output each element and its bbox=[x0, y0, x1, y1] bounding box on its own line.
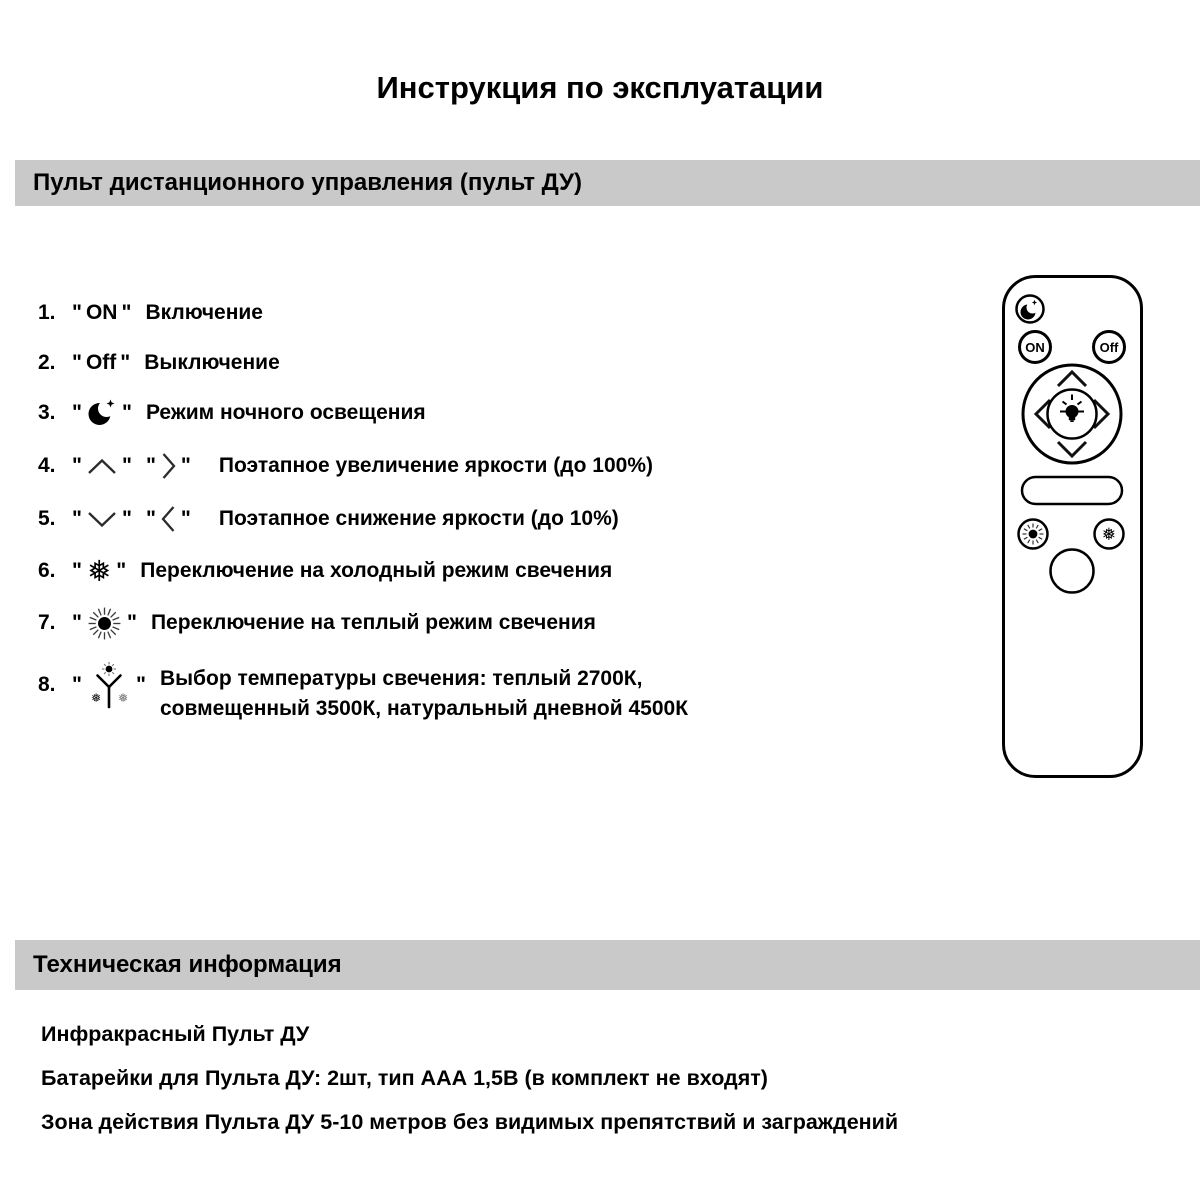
quote-mark: " bbox=[121, 454, 132, 477]
sun-icon bbox=[86, 605, 123, 642]
page-title: Инструкция по эксплуатации bbox=[376, 70, 824, 105]
list-item-cold-mode bbox=[38, 554, 612, 588]
item-number: 4. bbox=[38, 454, 56, 477]
night-mode-button bbox=[1017, 296, 1044, 323]
quote-mark: " bbox=[72, 611, 82, 634]
item-text-line1: Выбор температуры свечения: теплый 2700К, bbox=[159, 667, 643, 690]
warm-mode-button bbox=[1019, 520, 1048, 549]
chevron-up-icon bbox=[86, 457, 118, 476]
item-number: 7. bbox=[38, 611, 56, 634]
snowflake-icon: ❅ bbox=[86, 553, 112, 588]
section-heading-tech bbox=[15, 940, 1200, 990]
quote-mark: " bbox=[72, 401, 82, 424]
quote-mark: " bbox=[72, 673, 82, 696]
item-text-line2: совмещенный 3500К, натуральный дневной 4500К bbox=[159, 697, 689, 720]
quote-mark: " bbox=[135, 673, 146, 696]
quote-mark: " bbox=[126, 611, 137, 634]
list-item-temperature-select bbox=[38, 661, 920, 720]
tech-info-line: Батарейки для Пульта ДУ: 2шт, тип ААА 1,5В (в комплект не входят) bbox=[41, 1066, 768, 1090]
quote-mark: " bbox=[72, 351, 82, 374]
quote-mark: " bbox=[145, 454, 156, 477]
item-number: 5. bbox=[38, 507, 56, 530]
pill-button bbox=[1022, 477, 1122, 504]
quote-mark: " bbox=[120, 351, 131, 374]
moon-star-icon bbox=[86, 398, 118, 428]
mini-sun-icon bbox=[106, 666, 113, 673]
list-item-brightness-down bbox=[38, 502, 619, 536]
quote-mark: " bbox=[116, 559, 127, 582]
item-number: 8. bbox=[38, 673, 56, 696]
item-text bbox=[160, 664, 920, 724]
quote-mark: " bbox=[72, 559, 82, 582]
item-number: 2. bbox=[38, 351, 56, 374]
list-item-off bbox=[38, 346, 280, 380]
brightness-nav-pad bbox=[1023, 365, 1121, 463]
quote-mark: " bbox=[72, 507, 82, 530]
chevron-left-icon bbox=[160, 504, 177, 534]
chevron-right-icon bbox=[160, 451, 177, 481]
on-label: ON bbox=[85, 301, 118, 324]
item-number: 6. bbox=[38, 559, 56, 582]
chevron-down-icon bbox=[86, 510, 118, 529]
item-text: Поэтапное снижение яркости (до 10%) bbox=[218, 507, 619, 530]
quote-mark: " bbox=[121, 301, 132, 324]
quote-mark: " bbox=[72, 454, 82, 477]
on-button-label: ON bbox=[1025, 340, 1045, 355]
off-button bbox=[1094, 332, 1125, 363]
item-text: Переключение на теплый режим свечения bbox=[150, 611, 596, 634]
on-button bbox=[1020, 332, 1051, 363]
list-item-on bbox=[38, 296, 263, 330]
mini-snowflake-icon: ❅ bbox=[90, 691, 101, 705]
item-number: 3. bbox=[38, 401, 56, 424]
tech-info-line: Зона действия Пульта ДУ 5-10 метров без видимых препятствий и заграждений bbox=[41, 1110, 899, 1134]
snowflake-icon: ❅ bbox=[1101, 525, 1117, 545]
cold-mode-button bbox=[1095, 520, 1124, 549]
quote-mark: " bbox=[180, 507, 191, 530]
tech-info-line: Инфракрасный Пульт ДУ bbox=[41, 1022, 310, 1046]
temperature-select-icon bbox=[86, 661, 132, 709]
item-text: Режим ночного освещения bbox=[145, 401, 426, 424]
off-label: Off bbox=[85, 351, 117, 374]
quote-mark: " bbox=[180, 454, 191, 477]
quote-mark: " bbox=[121, 507, 132, 530]
mini-snowflake-icon: ❅ bbox=[117, 691, 128, 705]
item-text: Поэтапное увеличение яркости (до 100%) bbox=[218, 454, 653, 477]
quote-mark: " bbox=[145, 507, 156, 530]
list-item-night-mode bbox=[38, 396, 426, 430]
item-text: Включение bbox=[145, 301, 263, 324]
item-text: Переключение на холодный режим свечения bbox=[140, 559, 613, 582]
quote-mark: " bbox=[121, 401, 132, 424]
off-button-label: Off bbox=[1099, 340, 1119, 355]
remote-control-illustration bbox=[1002, 275, 1143, 783]
section-heading-remote-label: Пульт дистанционного управления (пульт ДУ) bbox=[33, 169, 582, 196]
temperature-cycle-button bbox=[1051, 550, 1094, 593]
list-item-brightness-up bbox=[38, 449, 653, 483]
list-item-warm-mode bbox=[38, 606, 596, 640]
section-heading-tech-label: Техническая информация bbox=[33, 951, 342, 978]
quote-mark: " bbox=[72, 301, 82, 324]
item-text: Выключение bbox=[144, 351, 280, 374]
item-number: 1. bbox=[38, 301, 56, 324]
section-heading-remote bbox=[15, 160, 1200, 206]
